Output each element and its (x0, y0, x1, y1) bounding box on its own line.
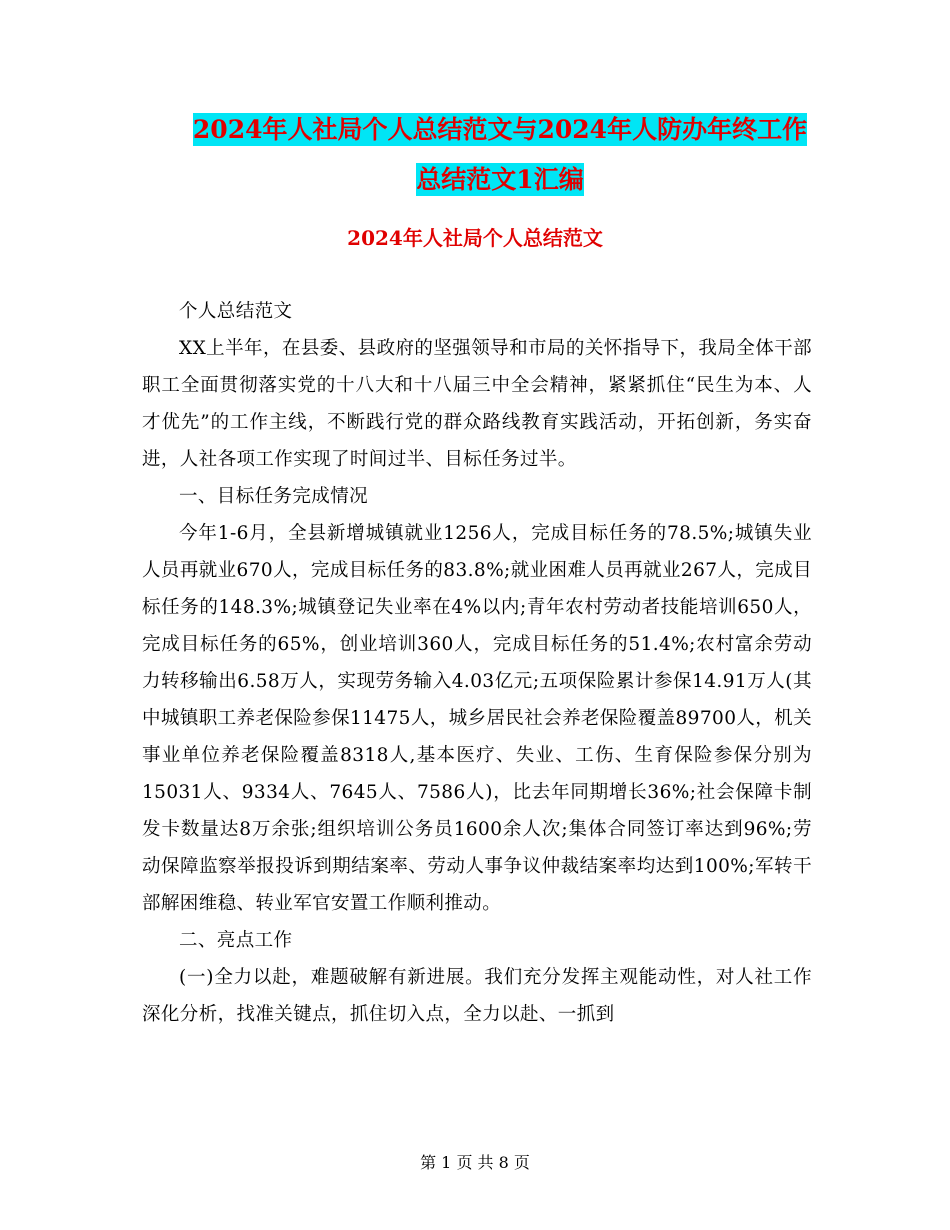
paragraph: 今年1-6月，全县新增城镇就业1256人，完成目标任务的78.5%;城镇失业人员再就业670人，完成目标任务的83.8%;就业困难人员再就业267人，完成目标任务的148.3%;城镇登记失业率在4%以内;青年农村劳动者技能培训650人，完成目标任务的65%，创业培训360人，完成目标任务的51.4%;农村富余劳动力转移输出6.58万人，实现劳务输入4.03亿元;五项保险累计参保14.91万人(其中城镇职工养老保险参保11475人，城乡居民社会养老保险覆盖89700人，机关事业单位养老保险覆盖8318人,基本医疗、失业、工伤、生育保险参保分别为15031人、9334人、7645人、7586人)，比去年同期增长36%;社会保障卡制发卡数量达8万余张;组织培训公务员1600余人次;集体合同签订率达到96%;劳动保障监察举报投诉到期结案率、劳动人事争议仲裁结案率均达到100%;军转干部解困维稳、转业军官安置工作顺利推动。 (142, 523, 812, 914)
title-line-1: 2024年人社局个人总结范文与2024年人防办年终工作 (192, 115, 808, 144)
paragraph: (一)全力以赴，难题破解有新进展。我们充分发挥主观能动性，对人社工作深化分析，找准关键点，抓住切入点，全力以赴、一抓到 (142, 967, 812, 1025)
paragraph: 二、亮点工作 (179, 930, 293, 951)
document-title (140, 105, 860, 205)
body-text (142, 293, 812, 1033)
paragraph: 一、目标任务完成情况 (179, 486, 369, 507)
section-title: 2024年人社局个人总结范文 (347, 226, 603, 250)
paragraph: XX上半年，在县委、县政府的坚强领导和市局的关怀指导下，我局全体干部职工全面贯彻落实党的十八大和十八届三中全会精神，紧紧抓住“民生为本、人才优先”的工作主线，不断践行党的群众路线教育实践活动，开拓创新，务实奋进，人社各项工作实现了时间过半、目标任务过半。 (142, 338, 812, 470)
title-line-2: 总结范文1汇编 (416, 165, 584, 194)
page-footer: 第 1 页 共 8 页 (420, 1153, 530, 1172)
paragraph: 个人总结范文 (179, 301, 293, 322)
